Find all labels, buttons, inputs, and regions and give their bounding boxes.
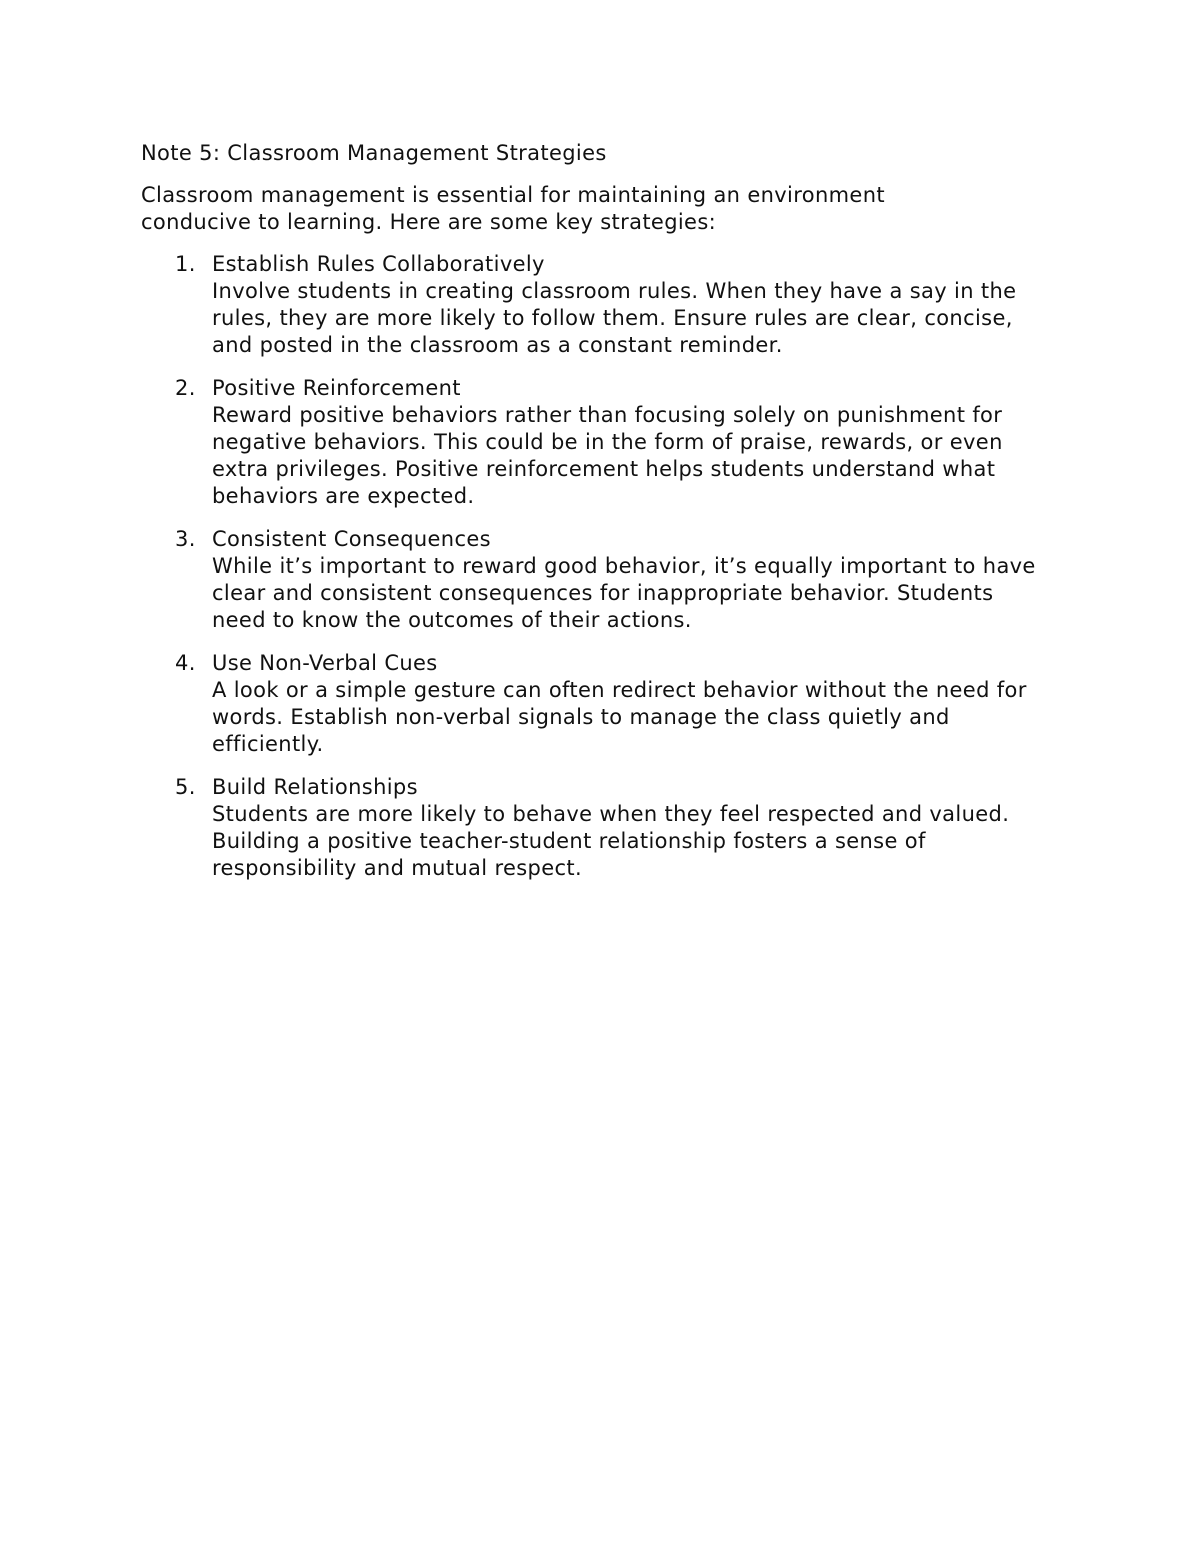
- list-item: [141, 526, 1071, 634]
- list-item-description: A look or a simple gesture can often redirect behavior without the need for words. Establish non-verbal signals to manage the class quietly and efficiently.: [212, 678, 1027, 756]
- document-title: Note 5: Classroom Management Strategies: [141, 141, 607, 165]
- list-item-number: 1.: [175, 252, 196, 276]
- list-item-description: Students are more likely to behave when they feel respected and valued. Building a positive teacher-student relationship fosters a sense of responsibility and mutual respect.: [212, 802, 1010, 880]
- list-item-heading: Positive Reinforcement: [212, 376, 461, 400]
- list-item-number: 5.: [175, 775, 196, 799]
- list-item: [141, 251, 1071, 359]
- list-item-heading: Establish Rules Collaboratively: [212, 252, 545, 276]
- document-page: [141, 140, 1071, 898]
- list-item-description: While it’s important to reward good behavior, it’s equally important to have clear and consistent consequences for inappropriate behavior. Students need to know the outcomes of their actions.: [212, 554, 1036, 632]
- list-item-number: 3.: [175, 527, 196, 551]
- list-item-heading: Consistent Consequences: [212, 527, 491, 551]
- strategy-list: [141, 251, 1071, 882]
- list-item-number: 4.: [175, 651, 196, 675]
- list-item-description: Involve students in creating classroom rules. When they have a say in the rules, they are more likely to follow them. Ensure rules are clear, concise, and posted in the classroom as a constant reminder.: [212, 279, 1017, 357]
- list-item-heading: Use Non-Verbal Cues: [212, 651, 438, 675]
- list-item-heading: Build Relationships: [212, 775, 418, 799]
- list-item: [141, 650, 1071, 758]
- list-item-description: Reward positive behaviors rather than focusing solely on punishment for negative behaviors. This could be in the form of praise, rewards, or even extra privileges. Positive reinforcement helps students understand what behaviors are expected.: [212, 403, 1003, 508]
- list-item: [141, 774, 1071, 882]
- list-item-number: 2.: [175, 376, 196, 400]
- list-item: [141, 375, 1071, 510]
- intro-paragraph: Classroom management is essential for maintaining an environment conducive to learning. Here are some key strategies:: [141, 183, 885, 234]
